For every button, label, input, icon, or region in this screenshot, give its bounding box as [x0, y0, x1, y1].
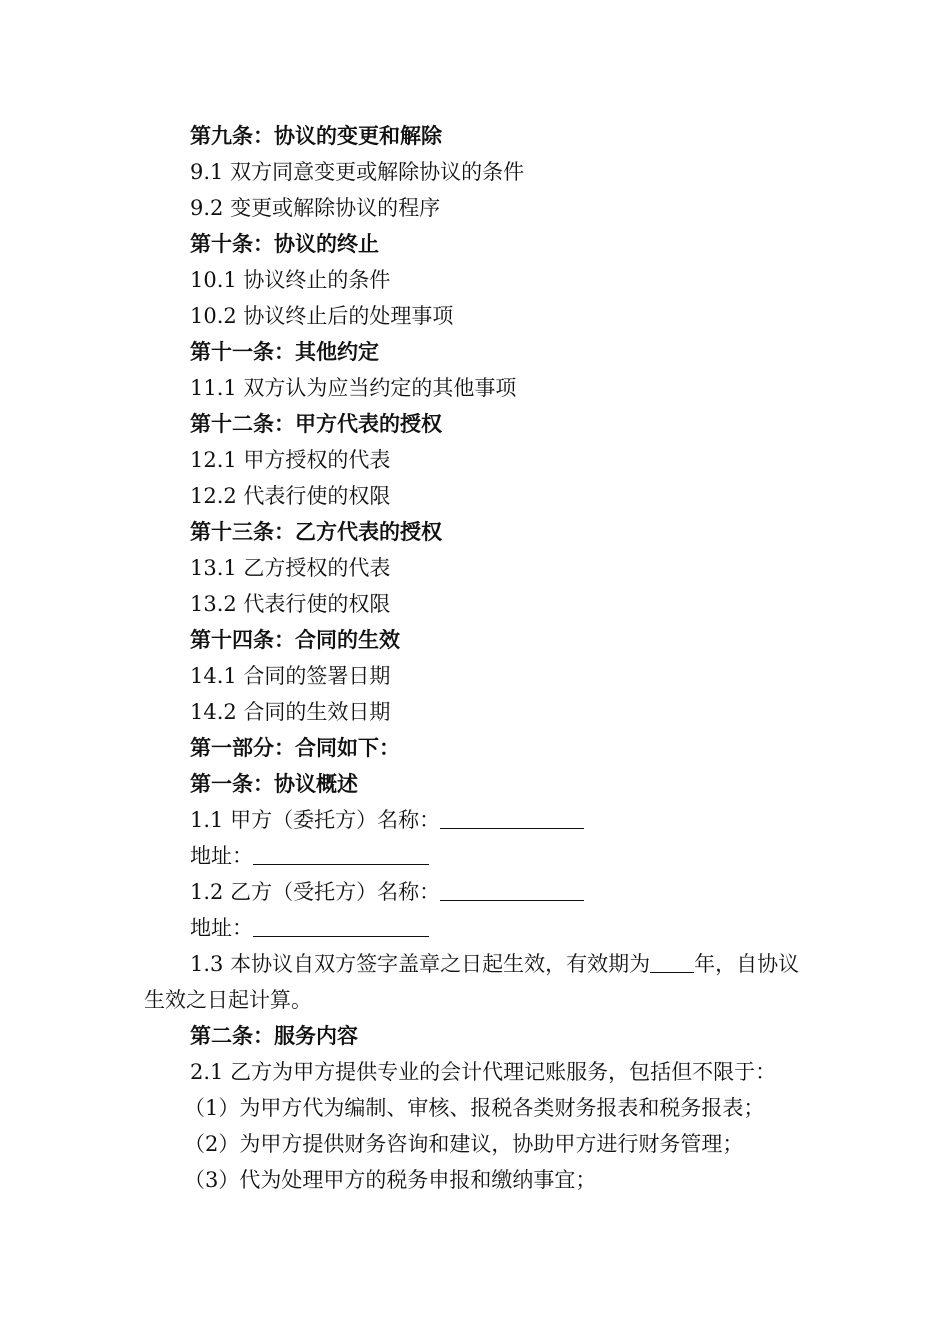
clause-10-2: 10.2 协议终止后的处理事项 — [190, 304, 454, 328]
clause-9-2: 9.2 变更或解除协议的程序 — [190, 196, 441, 220]
clause-11-1: 11.1 双方认为应当约定的其他事项 — [190, 376, 517, 400]
party-a-name-blank[interactable] — [440, 806, 584, 829]
clause-9-1: 9.1 双方同意变更或解除协议的条件 — [190, 160, 525, 184]
document-body — [144, 118, 814, 1198]
clause-12-2: 12.2 代表行使的权限 — [190, 484, 391, 508]
article-10-heading: 第十条：协议的终止 — [190, 232, 379, 256]
term-text-before: 1.3 本协议自双方签字盖章之日起生效，有效期为 — [190, 952, 651, 976]
article-2-heading: 第二条：服务内容 — [190, 1024, 358, 1048]
party-a-address-row — [144, 838, 814, 874]
party-b-name-row — [144, 874, 814, 910]
term-years-blank[interactable] — [650, 950, 694, 973]
article-11-heading: 第十一条：其他约定 — [190, 340, 379, 364]
service-item-2: （2）为甲方提供财务咨询和建议，协助甲方进行财务管理； — [184, 1132, 744, 1156]
clause-14-1: 14.1 合同的签署日期 — [190, 664, 391, 688]
clause-13-1: 13.1 乙方授权的代表 — [190, 556, 391, 580]
article-13-heading: 第十三条：乙方代表的授权 — [190, 520, 442, 544]
article-14-heading: 第十四条：合同的生效 — [190, 628, 400, 652]
party-b-address-blank[interactable] — [253, 914, 429, 937]
party-b-name-label: 1.2 乙方（受托方）名称： — [190, 880, 441, 904]
party-a-address-label: 地址： — [190, 844, 253, 868]
party-a-name-row — [144, 802, 814, 838]
clause-1-3-paragraph — [144, 946, 806, 1018]
service-item-1: （1）为甲方代为编制、审核、报税各类财务报表和税务报表； — [184, 1096, 765, 1120]
clause-2-1: 2.1 乙方为甲方提供专业的会计代理记账服务，包括但不限于： — [190, 1060, 777, 1084]
article-9-heading: 第九条：协议的变更和解除 — [190, 124, 442, 148]
clause-14-2: 14.2 合同的生效日期 — [190, 700, 391, 724]
part-1-heading: 第一部分：合同如下： — [190, 736, 400, 760]
service-item-3: （3）代为处理甲方的税务申报和缴纳事宜； — [184, 1168, 597, 1192]
party-b-address-row — [144, 910, 814, 946]
party-a-name-label: 1.1 甲方（委托方）名称： — [190, 808, 441, 832]
clause-12-1: 12.1 甲方授权的代表 — [190, 448, 391, 472]
term-text-after: 年，自协议生效之日起计算。 — [144, 952, 800, 1012]
article-12-heading: 第十二条：甲方代表的授权 — [190, 412, 442, 436]
article-1-heading: 第一条：协议概述 — [190, 772, 358, 796]
clause-10-1: 10.1 协议终止的条件 — [190, 268, 391, 292]
party-b-address-label: 地址： — [190, 916, 253, 940]
party-a-address-blank[interactable] — [253, 842, 429, 865]
clause-13-2: 13.2 代表行使的权限 — [190, 592, 391, 616]
party-b-name-blank[interactable] — [440, 878, 584, 901]
